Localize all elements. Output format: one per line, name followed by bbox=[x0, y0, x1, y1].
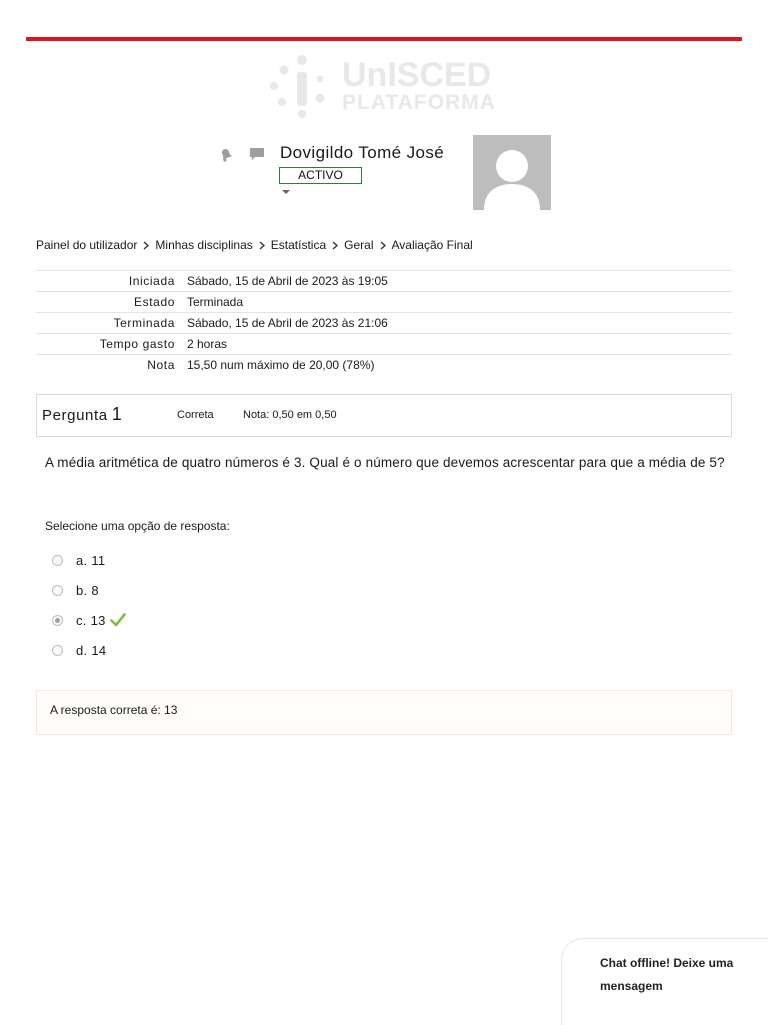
logo-dots-icon bbox=[262, 52, 340, 122]
summary-key: Nota bbox=[36, 355, 187, 376]
breadcrumb-item-course[interactable]: Estatística bbox=[270, 238, 327, 252]
radio-button-selected[interactable] bbox=[52, 615, 63, 626]
question-title bbox=[42, 404, 122, 425]
answer-label: d. 14 bbox=[76, 642, 107, 658]
chat-widget[interactable] bbox=[561, 938, 768, 1025]
answer-option-c[interactable] bbox=[50, 605, 126, 635]
radio-button[interactable] bbox=[52, 555, 63, 566]
radio-button[interactable] bbox=[52, 585, 63, 596]
summary-key: Estado bbox=[36, 292, 187, 313]
question-number: 1 bbox=[111, 404, 123, 424]
chat-offline-message[interactable]: Chat offline! Deixe uma mensagem bbox=[600, 956, 734, 993]
breadcrumb bbox=[36, 238, 473, 252]
breadcrumb-item-courses[interactable]: Minhas disciplinas bbox=[155, 238, 253, 252]
logo-subtitle: PLATAFORMA bbox=[342, 91, 496, 114]
logo-brand: UnISCED bbox=[342, 56, 492, 94]
answer-label: c. 13 bbox=[76, 612, 106, 628]
summary-value: 15,50 num máximo de 20,00 (78%) bbox=[187, 355, 732, 376]
chevron-right-icon bbox=[326, 238, 344, 252]
table-row bbox=[36, 271, 732, 292]
summary-value: 2 horas bbox=[187, 334, 732, 355]
table-row bbox=[36, 292, 732, 313]
chevron-right-icon bbox=[253, 238, 271, 252]
chat-bubble-icon[interactable] bbox=[248, 146, 266, 162]
summary-value: Terminada bbox=[187, 292, 732, 313]
summary-value: Sábado, 15 de Abril de 2023 às 19:05 bbox=[187, 271, 732, 292]
answer-label: b. 8 bbox=[76, 582, 99, 598]
logo-wordmark bbox=[342, 58, 496, 113]
table-row bbox=[36, 334, 732, 355]
summary-value: Sábado, 15 de Abril de 2023 às 21:06 bbox=[187, 313, 732, 334]
answer-option-a[interactable] bbox=[50, 545, 126, 575]
summary-key: Tempo gasto bbox=[36, 334, 187, 355]
answer-option-d[interactable] bbox=[50, 635, 126, 665]
answer-prompt: Selecione uma opção de resposta: bbox=[45, 519, 230, 533]
table-row bbox=[36, 313, 732, 334]
question-state: Correta bbox=[177, 409, 214, 421]
status-badge: ACTIVO bbox=[279, 167, 362, 184]
breadcrumb-item-dashboard[interactable]: Painel do utilizador bbox=[36, 238, 138, 252]
question-info-box bbox=[36, 394, 732, 437]
feedback-text: A resposta correta é: 13 bbox=[50, 703, 178, 717]
answer-label: a. 11 bbox=[76, 552, 106, 568]
caret-down-icon[interactable] bbox=[282, 190, 290, 194]
checkmark-icon bbox=[110, 613, 126, 627]
answer-list bbox=[50, 545, 126, 665]
user-name[interactable]: Dovigildo Tomé José bbox=[280, 143, 445, 162]
question-grade: Nota: 0,50 em 0,50 bbox=[243, 409, 337, 421]
attempt-summary-table bbox=[36, 270, 732, 375]
question-text: A média aritmética de quatro números é 3. Qual é o número que devemos acrescentar para que a média de 5? bbox=[45, 455, 725, 470]
summary-key: Iniciada bbox=[36, 271, 187, 292]
breadcrumb-item-quiz[interactable]: Avaliação Final bbox=[391, 238, 473, 252]
chevron-right-icon bbox=[374, 238, 392, 252]
correct-answer-feedback bbox=[36, 690, 732, 735]
chevron-right-icon bbox=[137, 238, 155, 252]
table-row bbox=[36, 355, 732, 376]
top-accent-bar bbox=[26, 37, 742, 41]
answer-option-b[interactable] bbox=[50, 575, 126, 605]
breadcrumb-item-section[interactable]: Geral bbox=[344, 238, 374, 252]
question-title-label: Pergunta bbox=[42, 407, 108, 424]
bell-icon[interactable] bbox=[218, 146, 234, 162]
avatar[interactable] bbox=[473, 135, 551, 210]
unisced-logo[interactable] bbox=[262, 52, 512, 124]
summary-key: Terminada bbox=[36, 313, 187, 334]
radio-button[interactable] bbox=[52, 645, 63, 656]
user-silhouette-icon bbox=[473, 135, 551, 210]
